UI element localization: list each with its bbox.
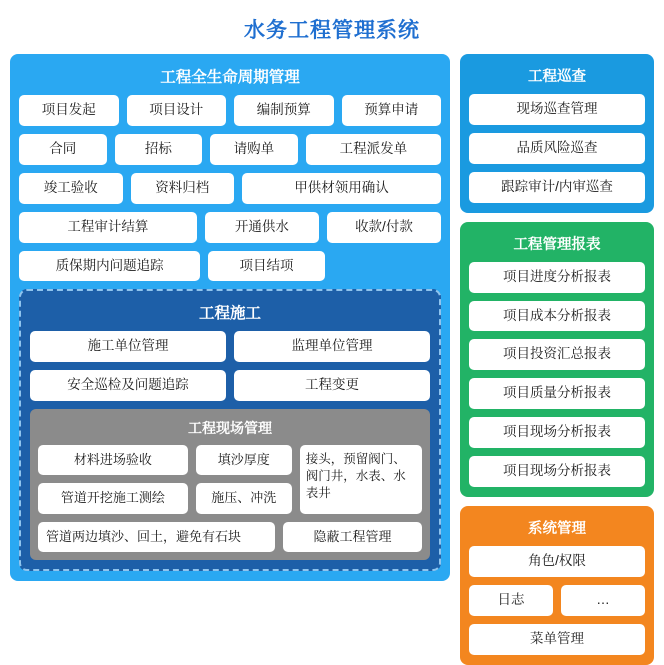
inspection-item-site-inspection[interactable]: 现场巡查管理	[469, 94, 645, 125]
site-item-concealed-works-management[interactable]: 隐蔽工程管理	[283, 522, 422, 552]
site-row-2	[38, 483, 292, 513]
lifecycle-item-purchase-request[interactable]: 请购单	[210, 134, 298, 165]
system-title: 系统管理	[528, 520, 586, 537]
site-item-sand-fill-thickness[interactable]: 填沙厚度	[196, 445, 292, 475]
lifecycle-row5-spacer	[333, 251, 441, 282]
lifecycle-item-receipt-payment[interactable]: 收款/付款	[327, 212, 441, 243]
columns-container	[0, 54, 664, 665]
lifecycle-row-4	[19, 212, 441, 243]
system-item-roles-permissions[interactable]: 角色/权限	[469, 546, 645, 577]
site-row-1	[38, 445, 292, 475]
lifecycle-item-project-design[interactable]: 项目设计	[127, 95, 227, 126]
inspection-title: 工程巡查	[528, 69, 586, 85]
system-row-logs	[469, 585, 645, 616]
report-item-quality-analysis[interactable]: 项目质量分析报表	[469, 378, 645, 409]
lifecycle-item-budget-application[interactable]: 预算申请	[342, 95, 442, 126]
lifecycle-item-project-initiation[interactable]: 项目发起	[19, 95, 119, 126]
site-item-material-acceptance[interactable]: 材料进场验收	[38, 445, 188, 475]
site-item-pipeline-excavation-survey[interactable]: 管道开挖施工测绘	[38, 483, 188, 513]
inspection-item-quality-risk-inspection[interactable]: 品质风险巡查	[469, 133, 645, 164]
site-item-pressure-test-flush[interactable]: 施压、冲洗	[196, 483, 292, 513]
lifecycle-row-1	[19, 95, 441, 126]
site-left-group	[38, 445, 292, 514]
construction-row-2	[30, 370, 430, 401]
lifecycle-item-work-dispatch-order[interactable]: 工程派发单	[306, 134, 441, 165]
construction-item-supervisor-management[interactable]: 监理单位管理	[234, 331, 430, 362]
reports-panel	[460, 222, 654, 497]
right-column	[460, 54, 654, 665]
report-item-site-analysis-1[interactable]: 项目现场分析报表	[469, 417, 645, 448]
construction-item-change-order[interactable]: 工程变更	[234, 370, 430, 401]
lifecycle-row-3	[19, 173, 441, 204]
system-item-more[interactable]: …	[561, 585, 645, 616]
lifecycle-item-completion-acceptance[interactable]: 竣工验收	[19, 173, 123, 204]
inspection-item-audit-inspection[interactable]: 跟踪审计/内审巡查	[469, 172, 645, 203]
lifecycle-row-2	[19, 134, 441, 165]
site-item-joints-valves-meters[interactable]: 接头，预留阀门、阀门井，水表、水表井	[300, 445, 422, 514]
site-management-title: 工程现场管理	[188, 420, 272, 437]
construction-item-safety-inspection-tracking[interactable]: 安全巡检及问题追踪	[30, 370, 226, 401]
lifecycle-title: 工程全生命周期管理	[160, 69, 300, 86]
construction-title: 工程施工	[198, 305, 261, 323]
site-row-group	[38, 445, 422, 514]
lifecycle-item-warranty-issue-tracking[interactable]: 质保期内问题追踪	[19, 251, 200, 282]
report-item-progress-analysis[interactable]: 项目进度分析报表	[469, 262, 645, 293]
lifecycle-item-contract[interactable]: 合同	[19, 134, 107, 165]
system-panel	[460, 506, 654, 665]
lifecycle-item-audit-settlement[interactable]: 工程审计结算	[19, 212, 197, 243]
page-title: 水务工程管理系统	[244, 19, 420, 42]
lifecycle-item-owner-supplied-material-confirm[interactable]: 甲供材领用确认	[242, 173, 441, 204]
construction-item-contractor-management[interactable]: 施工单位管理	[30, 331, 226, 362]
report-item-investment-summary[interactable]: 项目投资汇总报表	[469, 339, 645, 370]
lifecycle-item-budget-preparation[interactable]: 编制预算	[234, 95, 334, 126]
left-column	[10, 54, 450, 581]
site-row-3	[38, 522, 422, 552]
inspection-panel	[460, 54, 654, 213]
lifecycle-panel	[10, 54, 450, 581]
system-item-logs[interactable]: 日志	[469, 585, 553, 616]
site-item-backfill-no-stones[interactable]: 管道两边填沙、回土，避免有石块	[38, 522, 275, 552]
construction-row-1	[30, 331, 430, 362]
report-item-cost-analysis[interactable]: 项目成本分析报表	[469, 301, 645, 332]
construction-panel	[19, 289, 441, 571]
lifecycle-item-document-archiving[interactable]: 资料归档	[131, 173, 235, 204]
system-item-menu-management[interactable]: 菜单管理	[469, 624, 645, 655]
lifecycle-item-project-closure[interactable]: 项目结项	[208, 251, 324, 282]
lifecycle-item-water-supply-activation[interactable]: 开通供水	[205, 212, 319, 243]
report-item-site-analysis-2[interactable]: 项目现场分析报表	[469, 456, 645, 487]
lifecycle-item-bidding[interactable]: 招标	[115, 134, 203, 165]
lifecycle-row-5	[19, 251, 441, 282]
reports-title: 工程管理报表	[513, 236, 601, 253]
site-management-panel	[30, 409, 430, 560]
